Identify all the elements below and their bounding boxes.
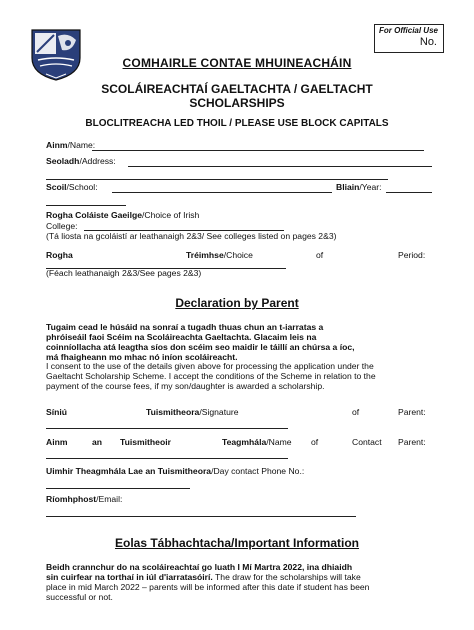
block-capitals-instruction: BLOCLITREACHA LED THOIL / PLEASE USE BLOCK CAPITALS [85,118,389,129]
council-name: COMHAIRLE CONTAE MHUINEACHÁIN [122,56,352,70]
declaration-irish-line1: Tugaim cead le húsáid na sonraí a tugadh thuas chun an t-iarratas a [46,322,324,332]
important-line4: successful or not. [46,592,113,602]
address-label-english: /Address: [79,156,116,166]
contact-label-b: an [92,437,103,447]
period-label-b [186,250,253,260]
contact-label-d [222,437,292,447]
school-field[interactable] [112,192,332,193]
official-use-box [374,24,444,53]
school-label-english: /School: [66,182,98,192]
contact-name-field[interactable] [46,458,288,459]
phone-label [46,466,304,476]
address-field-line2[interactable] [46,179,388,180]
declaration-english-line1: I consent to the use of the details given above for processing the application under the [46,361,374,371]
phone-label-english: /Day contact Phone No.: [211,466,305,476]
college-note: (Tá liosta na gcoláistí ar leathanaigh 2&3/ See colleges listed on pages 2&3) [46,231,337,241]
official-use-label: For Official Use [379,26,438,35]
important-line2-bold: sin cuirfear na torthaí in iúl d'iarratasóirí. [46,572,213,582]
contact-label-irish: Teagmhála [222,437,267,447]
phone-label-irish: Uimhir Theagmhála Lae an Tuismitheora [46,466,212,476]
declaration-english-text [46,361,436,391]
important-line1: Beidh crannchur do na scoláireachtaí go luath I Mí Martra 2022, ina dhiaidh [46,562,353,572]
email-label-irish: Ríomhphost [46,494,97,504]
period-label-irish: Tréimhse [186,250,224,260]
year-field-continued[interactable] [46,205,126,206]
email-label [46,494,122,504]
address-label-irish: Seoladh [46,156,80,166]
contact-label-a: Ainm [46,437,68,447]
signature-label-a: Síniú [46,407,68,417]
county-council-crest-logo [28,24,84,82]
college-label-2: College: [46,221,78,231]
contact-label-parent: Parent: [398,437,426,447]
college-label-irish: Rogha Coláiste Gaeilge [46,210,142,220]
declaration-heading: Declaration by Parent [175,296,299,310]
phone-field[interactable] [46,488,190,489]
contact-label-contact: Contact [352,437,382,447]
signature-label-irish: Tuismitheora [146,407,200,417]
official-no-label: No. [419,36,437,48]
signature-label-parent: Parent: [398,407,426,417]
school-label-irish: Scoil [46,182,67,192]
important-line3: place in mid March 2022 – parents will be informed after this date if student has been [46,582,370,592]
period-label-english: /Choice [223,250,253,260]
important-info-heading: Eolas Tábhachtacha/Important Information [114,536,360,550]
year-field[interactable] [386,192,432,193]
declaration-irish-line3: coinníollacha atá leagtha síos don scéim seo maidir le táillí an chúrsa a íoc, [46,342,355,352]
form-title-line2: SCHOLARSHIPS [189,96,285,110]
college-label-english: /Choice of Irish [142,210,200,220]
year-label-irish: Bliain [336,182,360,192]
name-field[interactable] [92,150,424,151]
address-field-line1[interactable] [128,166,432,167]
period-note: (Féach leathanaigh 2&3/See pages 2&3) [46,268,202,278]
period-label-of: of [316,250,324,260]
address-label [46,156,116,166]
declaration-english-line3: payment of the course fees, if my son/daughter is awarded a scholarship. [46,381,325,391]
important-info-text [46,562,436,602]
email-field[interactable] [46,516,356,517]
year-label [336,182,382,192]
name-label [46,140,95,150]
name-label-english: /Name: [67,140,96,150]
signature-label-b [146,407,239,417]
name-label-irish: Ainm [46,140,68,150]
declaration-irish-text [46,322,436,362]
signature-label-of: of [352,407,360,417]
important-line2 [46,572,436,582]
email-label-english: /Email: [96,494,123,504]
signature-label-english: /Signature [199,407,239,417]
year-label-english: /Year: [359,182,382,192]
signature-field[interactable] [46,428,288,429]
school-label [46,182,98,192]
form-title-line1: SCOLÁIREACHTAÍ GAELTACHTA / GAELTACHT [101,82,373,96]
period-label-a: Rogha [46,250,73,260]
period-label-period: Period: [398,250,426,260]
declaration-irish-line4: má fhaigheann mo mhac nó iníon scoláireacht. [46,352,238,362]
declaration-english-line2: Gaeltacht Scholarship Scheme. I accept the conditions of the Scheme in relation to the [46,371,376,381]
contact-label-of: of [311,437,319,447]
important-line2-rest: The draw for the scholarships will take [212,572,361,582]
contact-label-c: Tuismitheoir [120,437,171,447]
college-label [46,210,199,220]
contact-label-english: /Name [266,437,292,447]
declaration-irish-line2: phróiseáil faoi Scéim na Scoláireachta Gaeltachta. Glacaim leis na [46,332,317,342]
